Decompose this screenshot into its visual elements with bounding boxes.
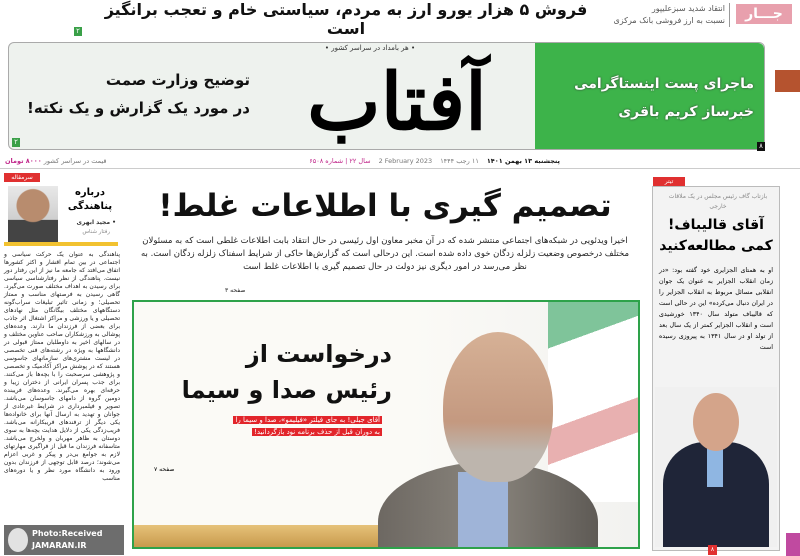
left-teaser[interactable]: [15, 66, 250, 122]
desk-image: [134, 525, 411, 547]
teaser-line: ماجرای پست اینستاگرامی: [574, 76, 754, 92]
main-headline[interactable]: تصمیم گیری با اطلاعات غلط!: [158, 188, 612, 224]
author-name: • مجید ابهری: [76, 219, 116, 226]
teaser-line: توضیح وزارت صمت: [105, 71, 250, 89]
main-lead: اخیرا ویدئویی در شبکه‌های اجتماعی منتشر شده که در آن مخبر معاون اول رئیسی در حال انتقاد بابت اطلاعات غلطی است که به مسئولان مختلف درخصوص وضعیت زلزله زدگان خوی داده شده است. این درحالی است که گزارش‌ها حاکی از شرایط اسفناک زلزله زدگان است. به نظر می‌رسد در امور دیگری نیز دولت در حال تصمیم گیری با اطلاعات غلط است: [140, 236, 630, 272]
subhead-line: به دوران قبل از حذف برنامه نود بازگردانید!: [254, 428, 380, 436]
page-ref: صفحه ۷: [154, 466, 175, 473]
price-value: ۸۰۰۰ تومان: [5, 157, 42, 165]
price: [5, 157, 106, 165]
kicker-line: نسبت به ارز فروشی بانک مرکزی: [613, 16, 725, 25]
author-photo: [8, 186, 58, 242]
head: [443, 332, 553, 482]
price-label: قیمت در سراسر کشور: [43, 157, 107, 165]
decorative-strip: [786, 533, 800, 556]
feature-subhead: [152, 414, 382, 438]
newspaper-logo: آفتاب: [307, 57, 487, 148]
date: پنجشنبه ۱۳ بهمن ۱۴۰۱: [486, 157, 560, 165]
editorial-tag: سرمقاله: [4, 173, 40, 182]
headline-line: رئیس صدا و سیما: [181, 376, 392, 404]
decorative-strip: [775, 70, 800, 92]
teaser-line: در مورد یک گزارش و یک نکته!: [27, 99, 250, 117]
person-photo: [655, 387, 777, 547]
headline-line: درخواست از: [245, 340, 392, 368]
page-badge: ۸: [757, 142, 765, 151]
issue-number: سال ۲۲ | شماره ۶۵۰۸: [309, 157, 371, 165]
right-body: او به همتای الجزایری خود گفته بود: «در زمان انقلاب الجزایر به عنوان یک جوان انقلابی مسائل مربوط به انقلاب الجزایر را در ایران دنبال می‌کرده» این در حالی است که قالیباف متولد سال ۱۳۴۰ خورشیدی است و انقلاب الجزایر کمتر از یک سال بعد از تولد او در سال ۱۳۴۱ به پیروزی رسیده است: [659, 267, 774, 351]
kicker-line: انتقاد شدید سبزعلیپور: [651, 4, 725, 13]
jamaran-logo-icon: [8, 528, 28, 552]
right-story[interactable]: [652, 186, 780, 551]
right-teaser[interactable]: [572, 70, 754, 126]
feature-headline: [152, 336, 392, 408]
top-headline[interactable]: فروش ۵ هزار یورو ارز به مردم، سیاستی خام و تعجب برانگیز است: [104, 0, 588, 38]
slogan: • هر بامداد در سراسر کشور •: [324, 44, 416, 52]
page-badge: ۲: [74, 27, 82, 36]
dateline: [0, 157, 800, 169]
watermark: [4, 525, 124, 555]
editorial-header: [4, 182, 118, 246]
head: [693, 393, 739, 451]
shirt: [707, 447, 723, 487]
person-photo: [418, 332, 568, 549]
top-kicker: [612, 3, 730, 27]
page-badge: ۸: [708, 545, 717, 555]
section-tag: جـــار: [736, 4, 792, 24]
watermark-line: Photo:Received: [32, 529, 103, 538]
shirt: [458, 472, 508, 549]
editorial-title[interactable]: درباره پناهندگی: [67, 187, 113, 212]
subhead-line: آقای جبلی! به جای فیلتر «فیلیمو»، صدا و سیما را: [235, 416, 380, 424]
right-headline: آقای قالیباف! کمی مطالعه‌کنید: [659, 217, 773, 254]
editorial-body: پناهندگی به عنوان یک حرکت سیاسی و اجتماعی در بین تمام اقشار و اکثر کشورها اتفاق می‌افتد که جامعه ما نیز از این رفتار دور نیست. پناهندگی از نظر رفتارشناسی سیاسی برای رسیدن به اهداف مختلف صورت می‌گیرد. گاهی رسیدن به فرصتهای مناسب و ممتاز تحصیلی؛ و زمانی تاثیر تبلیغات سراب‌گونه دستگاههای مختلف بیگانگان مثل نهادهای تحصیلی و یا ورزشی و مراکز اشتغال اثر جاذب برای بعضی از فرزندان ما دارند. وعده‌های پوشالی به ورزشکاران صاحب عناوین مختلف و در سالهای اخیر به داوطلبان ممتاز قبولی در دانشگاهها به ویژه در رشته‌های فنی تخصصی در لیست مشتری‌های سازمانهای جاسوسی هستند که در پوشش مراکز آکادمیک و تخصصی و پژوهشی سرصحبت را با بچه‌ها باز می‌کنند. برای جذب پسران ایرانی از دختران زیبا و حرفه‌ای بهره می‌گیرند. وعده‌های فریبنده دومین گروه از دامهای جاسوسان می‌باشد. تصویر و فیلمبرداری در شرایط غیرعادی از جوانان و تهدید به ارسال آنها برای خانواده‌ها یکی دیگر از ترفندهای فریبکارانه می‌باشد. فریب‌زدگی یکی از دلایل هدایت بچه‌ها به سوی دوستان به ظاهر مهربان و ولخرج می‌باشد. متاسفانه فرزندان ما قبل از فراگیری مهارتهای لازم به جوامع بی‌در و پیکر و غربی اعزام می‌شوند؛ درصد قابل توجهی از فرزندان بدون ورود به دانشگاه مورد نظر و یا دوره‌های مناسب: [4, 251, 120, 482]
feature-story[interactable]: [132, 300, 640, 549]
gregorian-date: 2 February 2023: [378, 157, 433, 165]
hijri-date: ۱۱ رجب ۱۴۴۴: [440, 157, 479, 165]
page-badge: ۲: [12, 138, 20, 147]
teaser-line: خبرساز کریم باقری: [618, 104, 754, 120]
author-role: رفتار شناس: [82, 229, 110, 235]
page-ref: صفحه ۳: [225, 287, 246, 294]
right-tag: تیتر: [653, 177, 685, 186]
right-kicker: بازتاب گاف رئیس مجلس در یک ملاقات خارجی: [668, 193, 768, 210]
watermark-line: JAMARAN.IR: [32, 541, 87, 550]
date-group: [309, 157, 560, 165]
